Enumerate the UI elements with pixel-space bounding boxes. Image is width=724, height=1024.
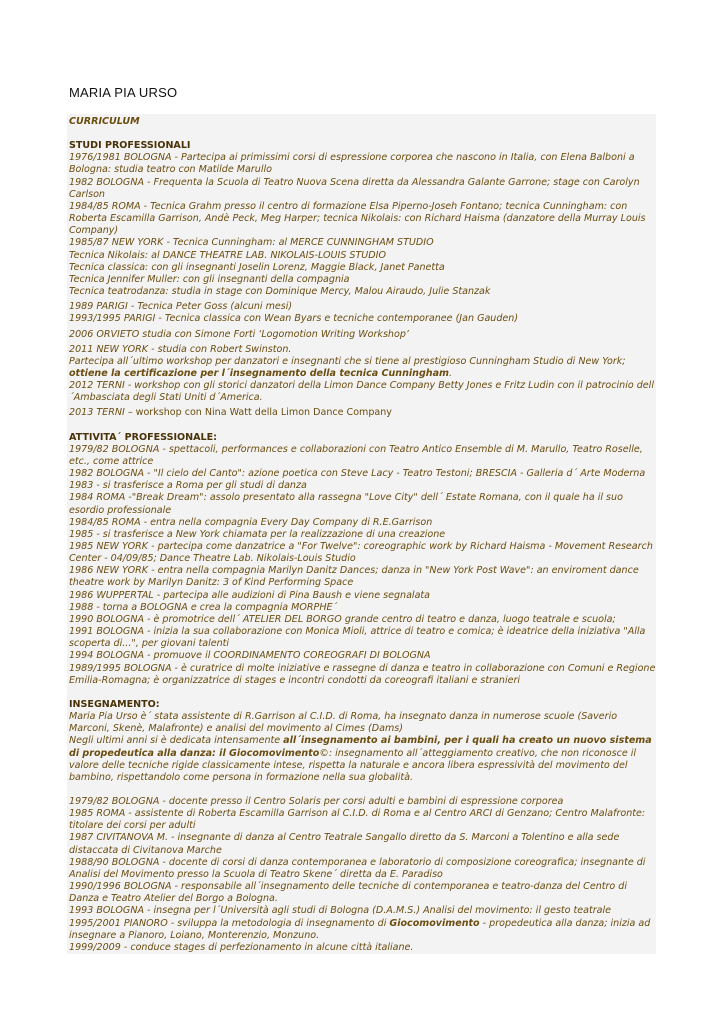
line-text: - propedeutica alla danza; inizia ad insegnare a Pianoro, Loiano, Monterenzio, Monzuno. xyxy=(69,917,651,941)
paragraph-text: Negli ultimi anni si è dedicata intensamente xyxy=(69,735,284,747)
insegnamento-line: 1988/90 BOLOGNA - docente di corsi di danza contemporanea e laboratorio di composizione coreografica; insegnante di Analisi del Movimento presso la Scuola di Teatro Skene´ diretta da E. Paradiso xyxy=(69,856,646,880)
studi-line xyxy=(69,356,657,380)
studi-line: 1976/1981 BOLOGNA - Partecipa ai primissimi corsi di espressione corporea che nascono in Italia, con Elena Balboni a Bologna: studia teatro con Matilde Marullo xyxy=(69,152,635,176)
studi-line: Tecnica Nikolais: al DANCE THEATRE LAB. NIKOLAIS-LOUIS STUDIO xyxy=(69,249,386,261)
studi-line: 1982 BOLOGNA - Frequenta la Scuola di Teatro Nuova Scena diretta da Alessandra Galante Garrone; stage con Carolyn Carlson xyxy=(69,176,640,200)
attivita-line: 1994 BOLOGNA - promuove il COORDINAMENTO COREOGRAFI DI BOLOGNA xyxy=(69,650,431,662)
studi-heading: STUDI PROFESSIONALI xyxy=(69,140,191,152)
studi-line: Tecnica classica: con gli insegnanti Joselin Lorenz, Maggie Black, Janet Panetta xyxy=(69,261,445,273)
attivita-line: 1988 - torna a BOLOGNA e crea la compagnia MORPHE´ xyxy=(69,601,338,613)
studi-line: 2012 TERNI - workshop con gli storici danzatori della Limon Dance Company Betty Jones e Fritz Ludin con il patrocinio dell ´Ambasciata degli Stati Uniti d´America. xyxy=(69,380,654,404)
insegnamento-paragraph xyxy=(69,735,657,784)
studi-line-text: Partecipa all´ultimo workshop per danzatori e insegnanti che si tiene al prestigioso Cunningham Studio di New York; xyxy=(69,355,626,367)
insegnamento-line xyxy=(69,918,657,942)
attivita-line: 1984/85 ROMA - entra nella compagnia Every Day Company di R.E.Garrison xyxy=(69,516,433,528)
studi-line: 2006 ORVIETO studia con Simone Forti ‘Logomotion Writing Workshop’ xyxy=(69,328,409,340)
curriculum-content xyxy=(69,116,657,954)
studi-period: . xyxy=(449,367,453,379)
attivita-heading: ATTIVITA´ PROFESSIONALE: xyxy=(69,431,217,443)
studi-line: 1985/87 NEW YORK - Tecnica Cunningham: al MERCE CUNNINGHAM STUDIO xyxy=(69,237,434,249)
insegnamento-heading: INSEGNAMENTO: xyxy=(69,698,160,710)
paragraph-highlight: all´insegnamento ai bambini, per i quali ha creato un nuovo sistema di propedeutica alla danza: il Giocomovimento xyxy=(69,735,652,759)
attivita-line: 1982 BOLOGNA - "Il cielo del Canto": azione poetica con Steve Lacy - Teatro Testoni; BRESCIA - Galleria d´ Arte Moderna xyxy=(69,468,646,480)
studi-line-text: – workshop con Nina Watt della Limon Dance Company xyxy=(124,407,392,419)
curriculum-heading: CURRICULUM xyxy=(69,116,140,127)
attivita-line: 1991 BOLOGNA - inizia la sua collaborazione con Monica Mioli, attrice di teatro e comica; è ideatrice della iniziativa "Alla scoperta di...", per giovani talenti xyxy=(69,626,646,650)
insegnamento-line: 1985 ROMA - assistente di Roberta Escamilla Garrison al C.I.D. di Roma e al Centro ARCI di Genzano; Centro Malafronte: titolare dei corsi per adulti xyxy=(69,808,646,832)
attivita-line: 1986 WUPPERTAL - partecipa alle audizioni di Pina Baush e viene segnalata xyxy=(69,589,431,601)
insegnamento-line: 1990/1996 BOLOGNA - responsabile all´insegnamento delle tecniche di contemporanea e teatro-danza del Centro di Danza e Teatro Atelier del Borgo a Bologna. xyxy=(69,881,628,905)
studi-line xyxy=(69,407,657,419)
studi-highlight: ottiene la certificazione per l´insegnamento della tecnica Cunningham xyxy=(69,367,449,379)
studi-line: Tecnica teatrodanza: studia in stage con Dominique Mercy, Malou Airaudo, Julie Stanzak xyxy=(69,286,491,298)
attivita-line: 1983 - si trasferisce a Roma per gli studi di danza xyxy=(69,480,307,492)
copyright-symbol: © xyxy=(319,747,329,759)
attivita-line: 1985 - si trasferisce a New York chiamata per la realizzazione di una creazione xyxy=(69,528,446,540)
attivita-line: 1989/1995 BOLOGNA - è curatrice di molte iniziative e rassegne di danza e teatro in collaborazione con Comuni e Regione Emilia-Romagna; è organizzatrice di stages e incontri condotti da coreografi italiani e stranieri xyxy=(69,662,656,686)
studi-line: 2011 NEW YORK - studia con Robert Swinston. xyxy=(69,343,292,355)
studi-line: 1989 PARIGI - Tecnica Peter Goss (alcuni mesi) xyxy=(69,301,293,313)
attivita-line: 1985 NEW YORK - partecipa come danzatrice a "For Twelve": coreographic work by Richard Haisma - Movement Research Center - 04/09/85; Dance Theatre Lab. Nikolais-Louis Studio xyxy=(69,541,653,565)
studi-line: Tecnica Jennifer Muller: con gli insegnanti della compagnia xyxy=(69,273,350,285)
insegnamento-line: 1999/2009 - conduce stages di perfezionamento in alcune città italiane. xyxy=(69,941,414,953)
studi-line: 1993/1995 PARIGI - Tecnica classica con Wean Byars e tecniche contemporanee (Jan Gauden) xyxy=(69,313,519,325)
insegnamento-intro: Maria Pia Urso è´ stata assistente di R.Garrison al C.I.D. di Roma, ha insegnato danza in numerose scuole (Saverio Marconi, Skenè, Malafronte) e analisi del movimento al Cimes (Dams) xyxy=(69,711,618,735)
attivita-line: 1979/82 BOLOGNA - spettacoli, performances e collaborazioni con Teatro Antico Ensemble di M. Marullo, Teatro Roselle, etc., come attrice xyxy=(69,443,643,467)
studi-line: 1984/85 ROMA - Tecnica Grahm presso il centro di formazione Elsa Piperno-Joseh Fontano; tecnica Cunningham: con Roberta Escamilla Garrison, Andè Peck, Meg Harper; tecnica Nikolais: con Richard Haisma (danzatore della Murray Louis Company) xyxy=(69,200,646,237)
insegnamento-line: 1987 CIVITANOVA M. - insegnante di danza al Centro Teatrale Sangallo diretto da S. Marconi a Tolentino e alla sede distaccata di Civitanova Marche xyxy=(69,832,620,856)
line-text: 1995/2001 PIANORO - sviluppa la metodologia di insegnamento di xyxy=(69,917,390,929)
attivita-line: 1986 NEW YORK - entra nella compagnia Marilyn Danitz Dances; danza in "New York Post Wave": an enviroment dance theatre work by Marilyn Danitz: 3 of Kind Performing Space xyxy=(69,565,639,589)
studi-line-text: 2013 TERNI xyxy=(69,407,125,419)
attivita-line: 1984 ROMA -"Break Dream": assolo presentato alla rassegna "Love City" dell´ Estate Romana, con il quale ha il suo esordio professionale xyxy=(69,492,623,516)
page-title: MARIA PIA URSO xyxy=(69,85,178,100)
insegnamento-line: 1979/82 BOLOGNA - docente presso il Centro Solaris per corsi adulti e bambini di espressione corporea xyxy=(69,795,564,807)
insegnamento-line: 1993 BOLOGNA - insegna per l´Università agli studi di Bologna (D.A.M.S.) Analisi del movimento: il gesto teatrale xyxy=(69,905,612,917)
paragraph-text: : insegnamento all´atteggiamento creativo, che non riconosce il valore delle tecniche rigide classicamente intese, rispetta la naturale e ancora libera espressività del movimento del bambino, rispettandolo come persona in formazione nella sua globalità. xyxy=(69,747,637,783)
giocomovimento-highlight: Giocomovimento xyxy=(389,917,480,929)
attivita-line: 1990 BOLOGNA - è promotrice dell´ ATELIER DEL BORGO grande centro di teatro e danza, luogo teatrale e scuola; xyxy=(69,613,616,625)
